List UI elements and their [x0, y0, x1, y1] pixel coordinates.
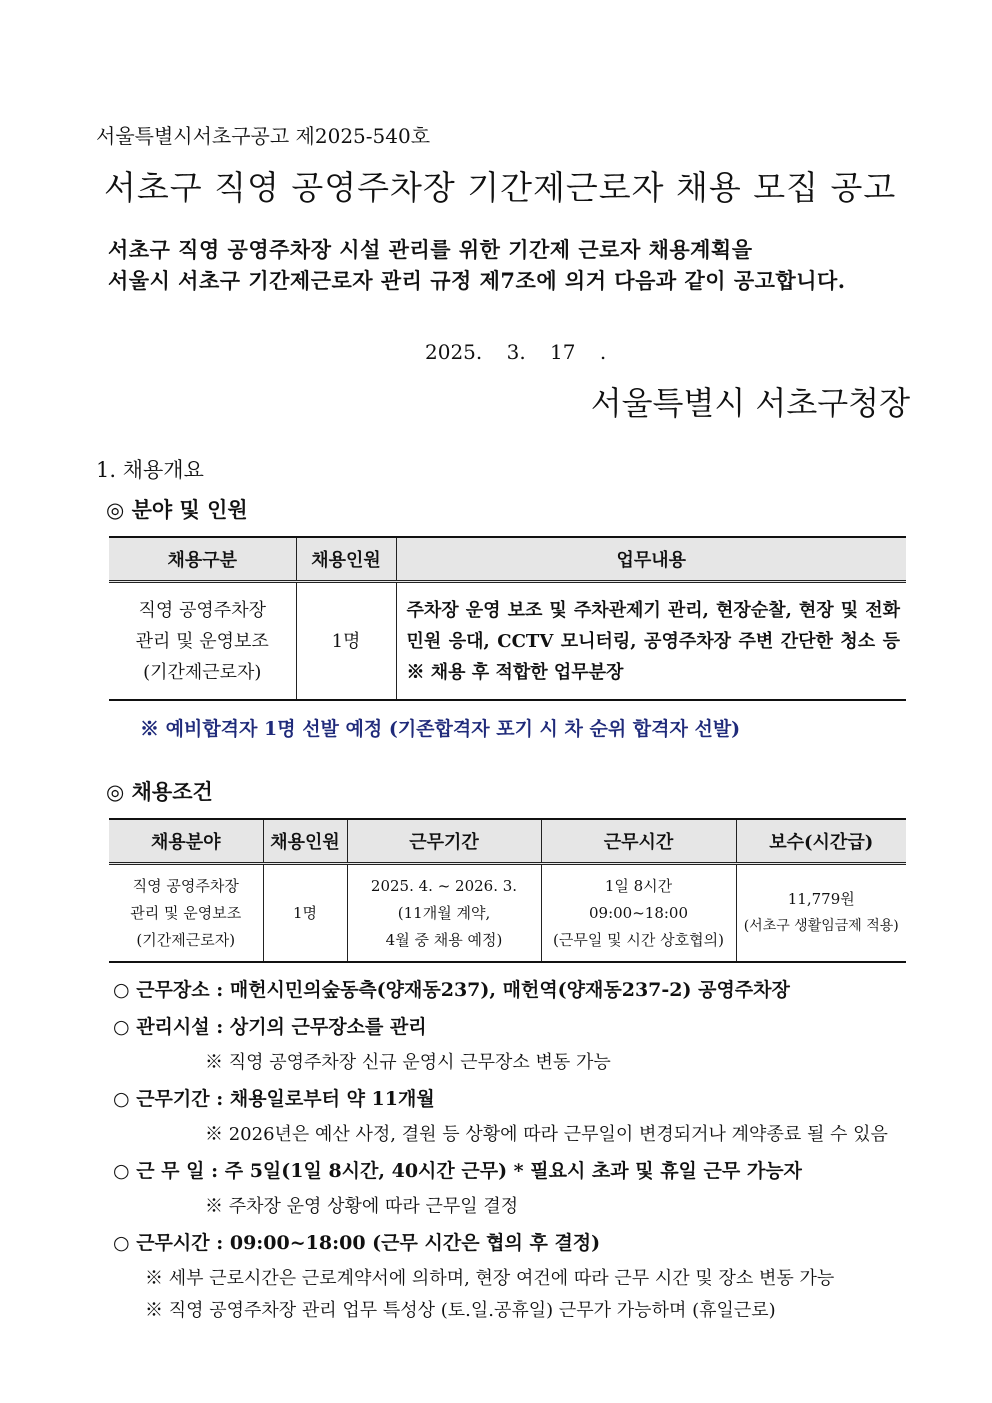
pay-cell: 11,779원 (서초구 생활임금제 적용)	[736, 864, 906, 963]
column-header: 근무시간	[541, 819, 736, 864]
days-note: ※ 주차장 운영 상황에 따라 근무일 결정	[205, 1196, 519, 1217]
column-header: 채용인원	[296, 537, 396, 582]
intro-text-line-2: 서울시 서초구 기간제근로자 관리 규정 제7조에 의거 다음과 같이 공고합니다.	[108, 268, 846, 293]
condition-work-period: ○ 근무기간 : 채용일로부터 약 11개월	[113, 1088, 435, 1110]
field-cell: 직영 공영주차장 관리 및 운영보조 (기간제근로자)	[109, 864, 263, 963]
period-note: ※ 2026년은 예산 사정, 결원 등 상황에 따라 근무일이 변경되거나 계약종료 될 수 있음	[205, 1124, 888, 1145]
column-header: 채용인원	[263, 819, 347, 864]
table-row	[109, 864, 906, 963]
duties-cell: 주차장 운영 보조 및 주차관제기 관리, 현장순찰, 현장 및 전화민원 응대, CCTV 모니터링, 공영주차장 주변 간단한 청소 등 ※ 채용 후 적합한 업무분장	[396, 582, 906, 701]
notice-date: 2025. 3. 17 .	[425, 340, 607, 364]
employment-conditions-table	[109, 818, 906, 963]
table-header-row	[109, 819, 906, 864]
column-header: 채용분야	[109, 819, 263, 864]
subheading-field-and-headcount: ◎ 분야 및 인원	[106, 497, 248, 522]
reserve-candidate-note: ※ 예비합격자 1명 선발 예정 (기존합격자 포기 시 차 순위 합격자 선발)	[140, 718, 741, 740]
condition-work-days: ○ 근 무 일 : 주 5일(1일 8시간, 40시간 근무) * 필요시 초과 및 휴일 근무 가능자	[113, 1160, 802, 1182]
condition-work-place: ○ 근무장소 : 매헌시민의숲동측(양재동237), 매헌역(양재동237-2) 공영주차장	[113, 979, 790, 1001]
field-headcount-table	[109, 536, 906, 701]
headcount-cell: 1명	[296, 582, 396, 701]
column-header: 근무기간	[347, 819, 541, 864]
notice-number: 서울특별시서초구공고 제2025-540호	[96, 124, 431, 148]
category-cell: 직영 공영주차장 관리 및 운영보조 (기간제근로자)	[109, 582, 296, 701]
page-title: 서초구 직영 공영주차장 기간제근로자 채용 모집 공고	[104, 168, 897, 207]
hours-note-2: ※ 직영 공영주차장 관리 업무 특성상 (토.일.공휴일) 근무가 가능하며 (휴일근로)	[145, 1300, 776, 1321]
work-hours-cell: 1일 8시간 09:00~18:00 (근무일 및 시간 상호협의)	[541, 864, 736, 963]
column-header: 보수(시간급)	[736, 819, 906, 864]
hours-note-1: ※ 세부 근로시간은 근로계약서에 의하며, 현장 여건에 따라 근무 시간 및 장소 변동 가능	[145, 1268, 835, 1289]
column-header: 채용구분	[109, 537, 296, 582]
table-header-row	[109, 537, 906, 582]
section-heading-overview: 1. 채용개요	[96, 458, 204, 482]
headcount-cell: 1명	[263, 864, 347, 963]
column-header: 업무내용	[396, 537, 906, 582]
facility-note: ※ 직영 공영주차장 신규 운영시 근무장소 변동 가능	[205, 1052, 611, 1073]
condition-work-hours: ○ 근무시간 : 09:00~18:00 (근무 시간은 협의 후 결정)	[113, 1232, 601, 1254]
intro-text-line-1: 서초구 직영 공영주차장 시설 관리를 위한 기간제 근로자 채용계획을	[108, 237, 753, 262]
table-row	[109, 582, 906, 701]
issuer-name: 서울특별시 서초구청장	[590, 384, 910, 422]
work-period-cell: 2025. 4. ~ 2026. 3. (11개월 계약, 4월 중 채용 예정)	[347, 864, 541, 963]
subheading-conditions: ◎ 채용조건	[106, 779, 213, 804]
condition-managed-facility: ○ 관리시설 : 상기의 근무장소를 관리	[113, 1016, 427, 1038]
